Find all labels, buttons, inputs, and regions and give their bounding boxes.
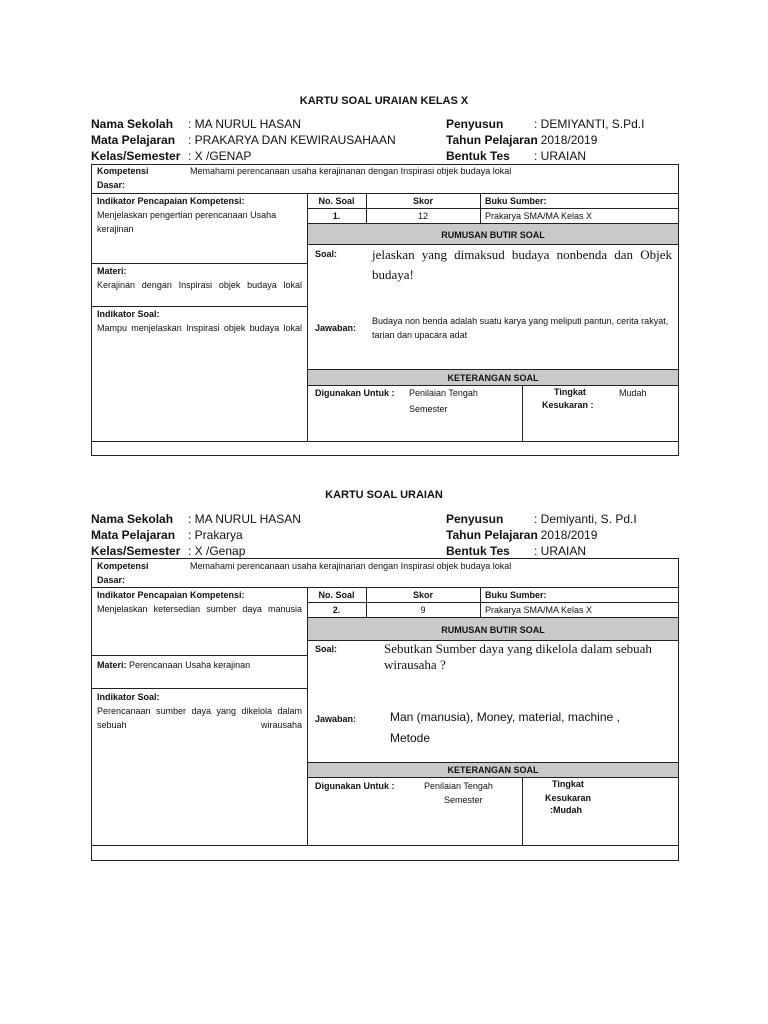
kompetensi-text: Memahami perencanaan usaha kerajinanan dengan Inspirasi objek budaya lokal xyxy=(190,166,512,176)
keterangan-label: KETERANGAN SOAL xyxy=(447,373,539,383)
rumusan-label: RUMUSAN BUTIR SOAL xyxy=(441,625,545,635)
skor-value: 12 xyxy=(417,211,428,221)
soal-text: Sebutkan Sumber daya yang dikelola dalam sebuah wirausaha ? xyxy=(384,641,652,672)
digunakan-label: Digunakan Untuk : xyxy=(315,388,395,398)
dasar-label: Dasar: xyxy=(97,575,126,585)
materi-row xyxy=(97,658,250,672)
value-nama-sekolah: : MA NURUL HASAN xyxy=(188,512,301,526)
value-kelas-semester: : X /GENAP xyxy=(188,149,252,163)
card-title: KARTU SOAL URAIAN xyxy=(325,489,443,501)
digunakan-text-2: Semester xyxy=(409,404,448,414)
value-tahun-pelajaran: : 2018/2019 xyxy=(534,528,598,542)
kompetensi-text: Memahami perencanaan usaha kerajinanan dengan Inspirasi objek budaya lokal xyxy=(190,561,512,571)
jawaban-label: Jawaban: xyxy=(315,323,357,333)
buku-sumber-label: Buku Sumber: xyxy=(485,590,547,600)
label-tahun-pelajaran: Tahun Pelajaran xyxy=(446,528,538,542)
soal-label: Soal: xyxy=(315,249,338,259)
indikator-soal-label: Indikator Soal: xyxy=(97,692,160,702)
keterangan-label: KETERANGAN SOAL xyxy=(447,765,539,775)
indikator-kompetensi-label: Indikator Pencapaian Kompetensi: xyxy=(97,590,245,600)
digunakan-text-1: Penilaian Tengah xyxy=(409,388,478,398)
kompetensi-label: Kompetensi xyxy=(97,561,149,571)
buku-sumber-value: Prakarya SMA/MA Kelas X xyxy=(485,605,593,615)
no-soal-label: No. Soal xyxy=(318,196,355,206)
value-bentuk-tes: : URAIAN xyxy=(534,544,587,558)
digunakan-text-1: Penilaian Tengah xyxy=(424,781,493,791)
buku-sumber-label: Buku Sumber: xyxy=(485,196,547,206)
kompetensi-label: Kompetensi xyxy=(97,166,149,176)
buku-sumber-value: Prakarya SMA/MA Kelas X xyxy=(485,211,593,221)
materi-label: Materi: xyxy=(97,266,127,276)
label-bentuk-tes: Bentuk Tes xyxy=(446,149,510,163)
label-tahun-pelajaran: Tahun Pelajaran xyxy=(446,133,538,147)
label-kelas-semester: Kelas/Semester xyxy=(91,149,181,163)
no-soal-label: No. Soal xyxy=(318,590,355,600)
tingkat-value: Mudah xyxy=(619,388,647,398)
tingkat-label-2: Kesukaran : xyxy=(542,400,594,410)
value-kelas-semester: : X /Genap xyxy=(188,544,246,558)
tingkat-label-1: Tingkat xyxy=(552,779,584,789)
soal-label: Soal: xyxy=(315,644,338,654)
tingkat-label-1: Tingkat xyxy=(554,387,586,397)
label-mata-pelajaran: Mata Pelajaran xyxy=(91,133,176,147)
indikator-kompetensi-label: Indikator Pencapaian Kompetensi: xyxy=(97,196,245,206)
value-nama-sekolah: : MA NURUL HASAN xyxy=(188,117,301,131)
tingkat-label-2: Kesukaran xyxy=(545,793,592,803)
label-penyusun: Penyusun xyxy=(446,512,504,526)
label-kelas-semester: Kelas/Semester xyxy=(91,544,181,558)
value-mata-pelajaran: : Prakarya xyxy=(188,528,243,542)
indikator-soal-label: Indikator Soal: xyxy=(97,309,160,319)
skor-value: 9 xyxy=(420,605,426,615)
jawaban-label: Jawaban: xyxy=(315,714,357,724)
dasar-label: Dasar: xyxy=(97,180,126,190)
value-mata-pelajaran: : PRAKARYA DAN KEWIRAUSAHAAN xyxy=(188,133,396,147)
indikator-kompetensi-text: Menjelaskan ketersedian sumber daya manusia xyxy=(97,604,302,614)
tingkat-value: :Mudah xyxy=(550,805,582,815)
label-nama-sekolah: Nama Sekolah xyxy=(91,512,174,526)
digunakan-text-2: Semester xyxy=(444,795,483,805)
indikator-soal-text: Mampu menjelaskan Inspirasi objek budaya lokal xyxy=(97,323,302,333)
label-nama-sekolah: Nama Sekolah xyxy=(91,117,174,131)
value-bentuk-tes: : URAIAN xyxy=(534,149,587,163)
no-soal-value: 1. xyxy=(332,211,341,221)
skor-label: Skor xyxy=(412,196,433,206)
skor-label: Skor xyxy=(412,590,433,600)
indikator-kompetensi-text: Menjelaskan pengertian perencanaan Usaha kerajinan xyxy=(97,210,277,234)
label-mata-pelajaran: Mata Pelajaran xyxy=(91,528,176,542)
jawaban-text: Man (manusia), Money, material, machine , Metode xyxy=(390,710,620,745)
soal-text: jelaskan yang dimaksud budaya nonbenda dan Objek budaya! xyxy=(372,247,672,282)
rumusan-label: RUMUSAN BUTIR SOAL xyxy=(441,230,545,240)
digunakan-label: Digunakan Untuk : xyxy=(315,781,395,791)
materi-label: Materi: xyxy=(97,660,127,670)
label-penyusun: Penyusun xyxy=(446,117,504,131)
value-penyusun: : DEMIYANTI, S.Pd.I xyxy=(534,117,645,131)
card-title: KARTU SOAL URAIAN KELAS X xyxy=(299,95,469,107)
jawaban-text: Budaya non benda adalah suatu karya yang meliputi pantun, cerita rakyat, tarian dan upacara adat xyxy=(372,316,669,340)
materi-text: Kerajinan dengan Inspirasi objek budaya lokal xyxy=(97,280,302,290)
no-soal-value: 2. xyxy=(332,605,341,615)
indikator-soal-text: Perencanaan sumber daya yang dikelola dalam sebuah wirausaha xyxy=(97,706,302,730)
value-tahun-pelajaran: : 2018/2019 xyxy=(534,133,598,147)
materi-text: Perencanaan Usaha kerajinan xyxy=(129,660,251,670)
label-bentuk-tes: Bentuk Tes xyxy=(446,544,510,558)
value-penyusun: : Demiyanti, S. Pd.I xyxy=(534,512,637,526)
